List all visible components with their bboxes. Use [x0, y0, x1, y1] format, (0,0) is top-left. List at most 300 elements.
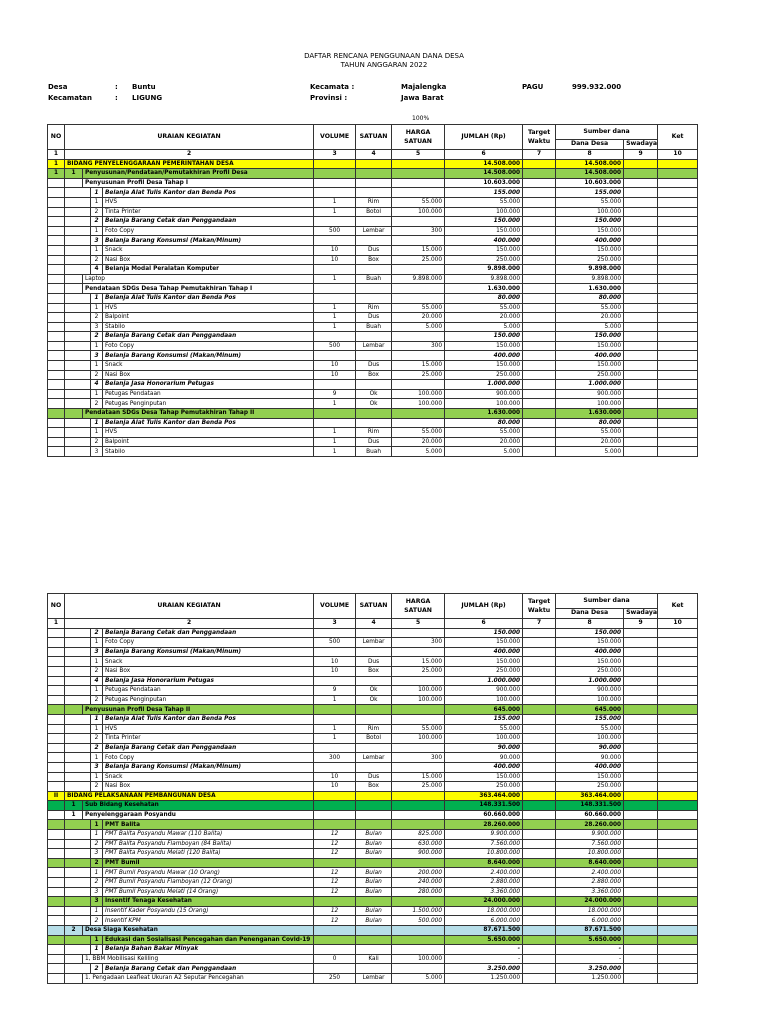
- row-no-cell: [48, 820, 65, 830]
- row-no-cell: [48, 322, 65, 332]
- row-item-number-cell: 2: [91, 437, 103, 447]
- row-swadaya-cell: [624, 926, 658, 936]
- row-dana-desa-cell: 250.000: [556, 370, 624, 380]
- row-harga-cell: [392, 159, 445, 169]
- col-satuan: SATUAN: [356, 125, 392, 150]
- row-satuan-cell: Rim: [356, 303, 392, 313]
- col-ket: Ket: [658, 125, 698, 150]
- row-harga-cell: 300: [392, 341, 445, 351]
- row-volume-cell: [314, 380, 356, 390]
- table-row: [48, 409, 698, 419]
- indent-cell: [65, 274, 83, 284]
- row-description-cell: Belanja Barang Konsumsi (Makan/Minum): [103, 762, 314, 772]
- row-volume-cell: [314, 169, 356, 179]
- row-swadaya-cell: [624, 303, 658, 313]
- col-target: Target Waktu: [523, 125, 556, 150]
- row-jumlah-cell: 1.250.000: [445, 973, 523, 983]
- table-row: [48, 322, 698, 332]
- row-target-cell: [523, 169, 556, 179]
- row-target-cell: [523, 265, 556, 275]
- row-target-cell: [523, 916, 556, 926]
- row-harga-cell: 55.000: [392, 428, 445, 438]
- row-satuan-cell: Botol: [356, 207, 392, 217]
- row-target-cell: [523, 159, 556, 169]
- row-satuan-cell: [356, 762, 392, 772]
- col-uraian: URAIAN KEGIATAN: [65, 594, 314, 619]
- row-dana-desa-cell: 150.000: [556, 361, 624, 371]
- row-no-cell: [48, 647, 65, 657]
- row-harga-cell: 9.898.000: [392, 274, 445, 284]
- row-jumlah-cell: 400.000: [445, 647, 523, 657]
- row-harga-cell: 240.000: [392, 878, 445, 888]
- row-target-cell: [523, 217, 556, 227]
- indent-cell: [65, 303, 91, 313]
- row-harga-cell: 25.000: [392, 255, 445, 265]
- row-no-cell: [48, 839, 65, 849]
- row-jumlah-cell: 80.000: [445, 418, 523, 428]
- row-satuan-cell: [356, 801, 392, 811]
- row-harga-cell: 15.000: [392, 772, 445, 782]
- row-target-cell: [523, 676, 556, 686]
- row-ket-cell: [658, 714, 698, 724]
- row-volume-cell: 0: [314, 954, 356, 964]
- row-dana-desa-cell: 9.898.000: [556, 265, 624, 275]
- row-swadaya-cell: [624, 858, 658, 868]
- table-row: [48, 207, 698, 217]
- row-ket-cell: [658, 686, 698, 696]
- row-description-cell: Edukasi dan Sosialisasi Pencegahan dan Penenganan Covid-19: [103, 935, 314, 945]
- row-satuan-cell: Botol: [356, 734, 392, 744]
- row-harga-cell: 55.000: [392, 724, 445, 734]
- row-target-cell: [523, 772, 556, 782]
- pagu-value: 999.932.000: [572, 83, 622, 91]
- indent-cell: [65, 666, 91, 676]
- row-jumlah-cell: 8.640.000: [445, 858, 523, 868]
- row-description-cell: BIDANG PELAKSANAAN PEMBANGUNAN DESA: [65, 791, 314, 801]
- row-target-cell: [523, 782, 556, 792]
- col-num: 6: [445, 619, 523, 629]
- row-item-number-cell: 1: [91, 686, 103, 696]
- row-volume-cell: [314, 265, 356, 275]
- row-jumlah-cell: 100.000: [445, 734, 523, 744]
- row-swadaya-cell: [624, 724, 658, 734]
- row-harga-cell: 15.000: [392, 245, 445, 255]
- table-row: [48, 849, 698, 859]
- row-satuan-cell: [356, 418, 392, 428]
- row-description-cell: Penyusunan Profil Desa Tahap I: [83, 178, 314, 188]
- row-volume-cell: 10: [314, 370, 356, 380]
- row-description-cell: Belanja Jasa Honorarium Petugas: [103, 380, 314, 390]
- row-item-number-cell: 2: [91, 858, 103, 868]
- row-volume-cell: 10: [314, 255, 356, 265]
- row-swadaya-cell: [624, 762, 658, 772]
- row-description-cell: Laptop: [83, 274, 314, 284]
- row-no-cell: [48, 858, 65, 868]
- row-volume-cell: 10: [314, 666, 356, 676]
- row-jumlah-cell: 5.000: [445, 322, 523, 332]
- row-jumlah-cell: 60.660.000: [445, 810, 523, 820]
- row-description-cell: Snack: [103, 245, 314, 255]
- row-harga-cell: 825.000: [392, 830, 445, 840]
- table-row: [48, 265, 698, 275]
- row-harga-cell: [392, 964, 445, 974]
- row-swadaya-cell: [624, 686, 658, 696]
- row-swadaya-cell: [624, 265, 658, 275]
- row-harga-cell: 500.000: [392, 916, 445, 926]
- table-row: [48, 188, 698, 198]
- row-volume-cell: 10: [314, 772, 356, 782]
- row-satuan-cell: [356, 159, 392, 169]
- row-item-number-cell: 1: [91, 868, 103, 878]
- row-jumlah-cell: 150.000: [445, 217, 523, 227]
- indent-cell: [65, 954, 83, 964]
- row-dana-desa-cell: 80.000: [556, 293, 624, 303]
- row-satuan-cell: [356, 810, 392, 820]
- colon: :: [115, 83, 118, 91]
- row-jumlah-cell: 1.630.000: [445, 284, 523, 294]
- row-description-cell: Insentif KPM: [103, 916, 314, 926]
- row-no-cell: [48, 849, 65, 859]
- row-item-number-cell: 1: [91, 389, 103, 399]
- row-ket-cell: [658, 945, 698, 955]
- row-no-cell: 1: [48, 169, 65, 179]
- row-harga-cell: 25.000: [392, 666, 445, 676]
- row-harga-cell: 280.000: [392, 887, 445, 897]
- row-item-number-cell: 2: [91, 628, 103, 638]
- row-item-number-cell: 2: [91, 695, 103, 705]
- row-description-cell: Foto Copy: [103, 753, 314, 763]
- row-swadaya-cell: [624, 437, 658, 447]
- row-ket-cell: [658, 628, 698, 638]
- row-target-cell: [523, 762, 556, 772]
- table-row: [48, 437, 698, 447]
- indent-cell: [65, 322, 91, 332]
- row-harga-cell: [392, 647, 445, 657]
- row-no-cell: [48, 274, 65, 284]
- table-row: [48, 801, 698, 811]
- col-num: 6: [445, 150, 523, 160]
- row-ket-cell: [658, 657, 698, 667]
- indent-cell: [65, 255, 91, 265]
- row-jumlah-cell: 9.900.000: [445, 830, 523, 840]
- row-no-cell: [48, 830, 65, 840]
- row-target-cell: [523, 666, 556, 676]
- row-harga-cell: 5.000: [392, 973, 445, 983]
- row-jumlah-cell: 100.000: [445, 207, 523, 217]
- row-jumlah-cell: 3.250.000: [445, 964, 523, 974]
- row-dana-desa-cell: 55.000: [556, 197, 624, 207]
- indent-cell: [65, 782, 91, 792]
- col-num: 4: [356, 619, 392, 629]
- row-description-cell: Stabilo: [103, 322, 314, 332]
- row-jumlah-cell: 150.000: [445, 226, 523, 236]
- indent-cell: [65, 409, 83, 419]
- row-description-cell: Belanja Modal Peralatan Komputer: [103, 265, 314, 275]
- row-satuan-cell: Dus: [356, 245, 392, 255]
- row-swadaya-cell: [624, 313, 658, 323]
- row-description-cell: Belanja Barang Cetak dan Penggandaan: [103, 217, 314, 227]
- row-dana-desa-cell: 900.000: [556, 389, 624, 399]
- row-swadaya-cell: [624, 753, 658, 763]
- row-target-cell: [523, 906, 556, 916]
- table-row: [48, 284, 698, 294]
- row-satuan-cell: Lembar: [356, 638, 392, 648]
- row-jumlah-cell: 150.000: [445, 772, 523, 782]
- row-volume-cell: [314, 743, 356, 753]
- row-target-cell: [523, 657, 556, 667]
- row-satuan-cell: Dus: [356, 313, 392, 323]
- row-ket-cell: [658, 341, 698, 351]
- row-satuan-cell: Box: [356, 666, 392, 676]
- row-item-number-cell: 1: [91, 303, 103, 313]
- row-description-cell: PMT Bumil Posyandu Flamboyan (12 Orang): [103, 878, 314, 888]
- row-item-number-cell: 2: [91, 878, 103, 888]
- row-satuan-cell: Rim: [356, 724, 392, 734]
- row-jumlah-cell: 55.000: [445, 197, 523, 207]
- row-no-cell: [48, 964, 65, 974]
- row-dana-desa-cell: 7.560.000: [556, 839, 624, 849]
- row-target-cell: [523, 743, 556, 753]
- row-description-cell: HVS: [103, 724, 314, 734]
- row-ket-cell: [658, 964, 698, 974]
- row-dana-desa-cell: 60.660.000: [556, 810, 624, 820]
- col-harga: HARGA SATUAN: [392, 594, 445, 619]
- row-satuan-cell: Dus: [356, 657, 392, 667]
- row-dana-desa-cell: 363.464.000: [556, 791, 624, 801]
- row-ket-cell: [658, 178, 698, 188]
- row-satuan-cell: [356, 217, 392, 227]
- row-description-cell: Tinta Printer: [103, 207, 314, 217]
- row-description-cell: PMT Balita Posyandu Flamboyan (84 Balita): [103, 839, 314, 849]
- row-ket-cell: [658, 274, 698, 284]
- col-sumber-dana: Sumber dana: [556, 125, 658, 140]
- row-target-cell: [523, 188, 556, 198]
- row-description-cell: PMT Balita: [103, 820, 314, 830]
- row-swadaya-cell: [624, 274, 658, 284]
- row-ket-cell: [658, 428, 698, 438]
- row-dana-desa-cell: 150.000: [556, 332, 624, 342]
- row-item-number-cell: 2: [91, 782, 103, 792]
- row-item-number-cell: 2: [91, 839, 103, 849]
- indent-cell: [65, 236, 91, 246]
- table-row: [48, 666, 698, 676]
- row-no-cell: [48, 418, 65, 428]
- table-row: [48, 361, 698, 371]
- row-dana-desa-cell: 14.508.000: [556, 159, 624, 169]
- row-description-cell: Nasi Box: [103, 666, 314, 676]
- row-volume-cell: [314, 926, 356, 936]
- row-swadaya-cell: [624, 734, 658, 744]
- col-no: NO: [48, 594, 65, 619]
- row-description-cell: Belanja Barang Cetak dan Penggandaan: [103, 964, 314, 974]
- row-harga-cell: [392, 265, 445, 275]
- row-item-number-cell: 2: [91, 734, 103, 744]
- row-satuan-cell: [356, 964, 392, 974]
- row-ket-cell: [658, 409, 698, 419]
- indent-cell: [65, 705, 83, 715]
- row-dana-desa-cell: -: [556, 945, 624, 955]
- row-swadaya-cell: [624, 159, 658, 169]
- row-swadaya-cell: [624, 695, 658, 705]
- row-swadaya-cell: [624, 380, 658, 390]
- col-satuan: SATUAN: [356, 594, 392, 619]
- row-harga-cell: [392, 380, 445, 390]
- row-description-cell: Pendataan SDGs Desa Tahap Pemutakhiran Tahap II: [83, 409, 314, 419]
- row-volume-cell: [314, 178, 356, 188]
- row-no-cell: [48, 628, 65, 638]
- row-harga-cell: [392, 762, 445, 772]
- row-harga-cell: 5.000: [392, 447, 445, 457]
- row-description-cell: 1. Pengadaan Leafleat Ukuran A2 Seputar Pencegahan: [83, 973, 314, 983]
- row-harga-cell: [392, 714, 445, 724]
- row-item-number-cell: 2: [91, 964, 103, 974]
- desa-label: Desa: [48, 83, 68, 91]
- row-description-cell: Penyusunan Profil Desa Tahap II: [83, 705, 314, 715]
- row-item-number-cell: 1: [91, 638, 103, 648]
- row-description-cell: Belanja Barang Cetak dan Penggandaan: [103, 332, 314, 342]
- row-swadaya-cell: [624, 361, 658, 371]
- row-item-number-cell: 1: [91, 830, 103, 840]
- row-jumlah-cell: 3.360.000: [445, 887, 523, 897]
- row-target-cell: [523, 647, 556, 657]
- row-target-cell: [523, 322, 556, 332]
- row-target-cell: [523, 255, 556, 265]
- row-target-cell: [523, 810, 556, 820]
- indent-cell: [65, 647, 91, 657]
- row-volume-cell: [314, 332, 356, 342]
- row-no-cell: [48, 399, 65, 409]
- row-ket-cell: [658, 734, 698, 744]
- row-satuan-cell: [356, 628, 392, 638]
- row-harga-cell: [392, 820, 445, 830]
- budget-table-page-2: [47, 593, 698, 984]
- row-dana-desa-cell: 150.000: [556, 657, 624, 667]
- row-item-number-cell: 2: [91, 743, 103, 753]
- table-row: [48, 226, 698, 236]
- col-num: 5: [392, 150, 445, 160]
- row-ket-cell: [658, 830, 698, 840]
- row-satuan-cell: Rim: [356, 428, 392, 438]
- row-dana-desa-cell: 400.000: [556, 351, 624, 361]
- row-target-cell: [523, 351, 556, 361]
- row-ket-cell: [658, 858, 698, 868]
- table-row: [48, 762, 698, 772]
- row-no-cell: [48, 409, 65, 419]
- row-ket-cell: [658, 695, 698, 705]
- row-dana-desa-cell: 150.000: [556, 638, 624, 648]
- indent-cell: [65, 657, 91, 667]
- row-dana-desa-cell: 80.000: [556, 418, 624, 428]
- row-volume-cell: [314, 159, 356, 169]
- row-swadaya-cell: [624, 657, 658, 667]
- row-satuan-cell: Ok: [356, 695, 392, 705]
- indent-cell: [65, 858, 91, 868]
- row-jumlah-cell: 2.880.000: [445, 878, 523, 888]
- col-num: 7: [523, 619, 556, 629]
- row-no-cell: [48, 801, 65, 811]
- row-ket-cell: [658, 188, 698, 198]
- row-dana-desa-cell: 5.000: [556, 447, 624, 457]
- row-volume-cell: [314, 409, 356, 419]
- kecamata-value: Majalengka: [401, 83, 447, 91]
- row-ket-cell: [658, 322, 698, 332]
- row-item-number-cell: 1: [91, 428, 103, 438]
- row-jumlah-cell: 250.000: [445, 255, 523, 265]
- row-jumlah-cell: 900.000: [445, 686, 523, 696]
- desa-value: Buntu: [132, 83, 156, 91]
- row-sub-number-cell: 1: [65, 810, 83, 820]
- row-swadaya-cell: [624, 820, 658, 830]
- row-ket-cell: [658, 226, 698, 236]
- table-row: [48, 351, 698, 361]
- row-swadaya-cell: [624, 447, 658, 457]
- row-dana-desa-cell: 250.000: [556, 666, 624, 676]
- row-target-cell: [523, 724, 556, 734]
- row-volume-cell: 12: [314, 878, 356, 888]
- row-no-cell: [48, 245, 65, 255]
- row-swadaya-cell: [624, 647, 658, 657]
- row-description-cell: Snack: [103, 772, 314, 782]
- row-target-cell: [523, 226, 556, 236]
- row-swadaya-cell: [624, 810, 658, 820]
- col-num: 9: [624, 150, 658, 160]
- row-ket-cell: [658, 169, 698, 179]
- row-harga-cell: [392, 284, 445, 294]
- row-satuan-cell: Ok: [356, 389, 392, 399]
- row-harga-cell: 300: [392, 226, 445, 236]
- row-no-cell: [48, 389, 65, 399]
- row-jumlah-cell: 28.260.000: [445, 820, 523, 830]
- percent-label: 100%: [412, 115, 430, 122]
- row-harga-cell: 100.000: [392, 207, 445, 217]
- row-ket-cell: [658, 801, 698, 811]
- row-dana-desa-cell: 55.000: [556, 303, 624, 313]
- row-harga-cell: 100.000: [392, 695, 445, 705]
- row-jumlah-cell: 90.000: [445, 753, 523, 763]
- row-harga-cell: [392, 676, 445, 686]
- row-target-cell: [523, 197, 556, 207]
- indent-cell: [65, 935, 91, 945]
- row-volume-cell: [314, 897, 356, 907]
- row-harga-cell: [392, 791, 445, 801]
- table-row: [48, 178, 698, 188]
- row-item-number-cell: 1: [91, 945, 103, 955]
- table-row: [48, 303, 698, 313]
- row-harga-cell: 25.000: [392, 370, 445, 380]
- row-ket-cell: [658, 916, 698, 926]
- indent-cell: [65, 686, 91, 696]
- row-volume-cell: 1: [314, 303, 356, 313]
- table-row: [48, 217, 698, 227]
- row-harga-cell: 15.000: [392, 361, 445, 371]
- row-description-cell: Insentif Tenaga Kesehatan: [103, 897, 314, 907]
- row-satuan-cell: Dus: [356, 361, 392, 371]
- row-dana-desa-cell: 250.000: [556, 255, 624, 265]
- table-row: [48, 647, 698, 657]
- row-item-number-cell: 2: [91, 255, 103, 265]
- row-item-number-cell: 1: [91, 772, 103, 782]
- row-jumlah-cell: 150.000: [445, 245, 523, 255]
- row-dana-desa-cell: 100.000: [556, 207, 624, 217]
- row-jumlah-cell: 150.000: [445, 361, 523, 371]
- table-row: [48, 418, 698, 428]
- column-number-row: [48, 619, 698, 629]
- row-harga-cell: [392, 409, 445, 419]
- row-swadaya-cell: [624, 399, 658, 409]
- row-swadaya-cell: [624, 197, 658, 207]
- row-item-number-cell: 1: [91, 197, 103, 207]
- row-satuan-cell: Lembar: [356, 341, 392, 351]
